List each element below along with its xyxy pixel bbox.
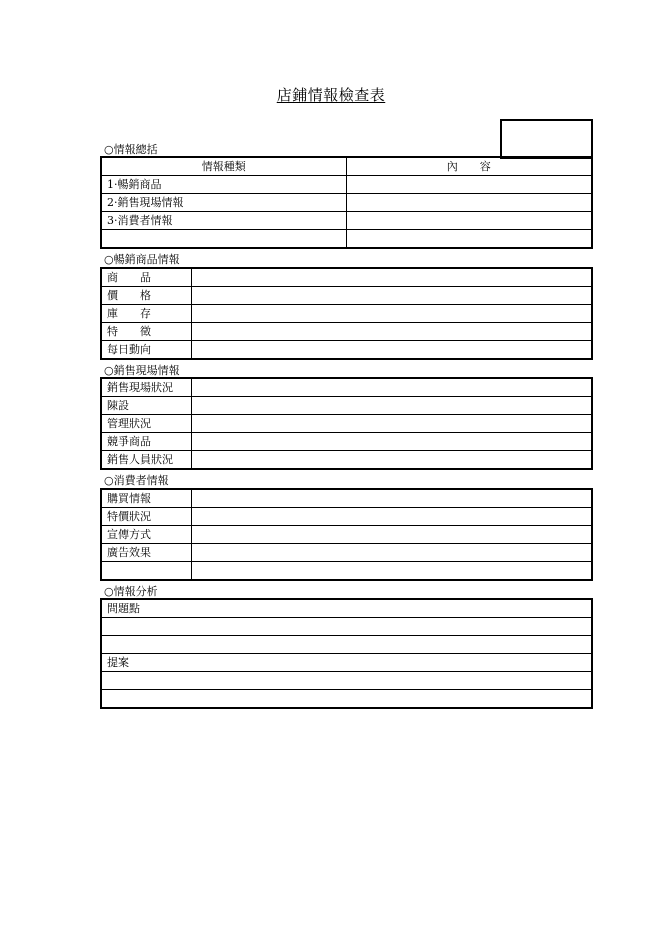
row-label: 2·銷售現場情報 (101, 194, 346, 212)
section-heading-consumer: ○消費者情報 (104, 474, 169, 487)
table-row (101, 489, 592, 508)
row-label: 競爭商品 (101, 433, 191, 451)
row-label: 3·消費者情報 (101, 212, 346, 230)
table-row (101, 636, 592, 654)
summary-table (100, 156, 593, 249)
analysis-field[interactable] (101, 636, 592, 654)
analysis-field[interactable] (101, 690, 592, 709)
content-field[interactable] (191, 508, 592, 526)
row-label: 價 格 (101, 287, 191, 305)
table-row (101, 397, 592, 415)
table-row (101, 544, 592, 562)
table-row (101, 508, 592, 526)
row-label: 每日動向 (101, 341, 191, 360)
table-row (101, 287, 592, 305)
content-field[interactable] (346, 176, 592, 194)
content-field[interactable] (191, 489, 592, 508)
table-row (101, 451, 592, 470)
content-field[interactable] (191, 378, 592, 397)
table-row (101, 378, 592, 397)
row-label: 銷售現場狀況 (101, 378, 191, 397)
table-row (101, 654, 592, 672)
table-row (101, 176, 592, 194)
proposal-label: 提案 (101, 654, 592, 672)
table-row (101, 433, 592, 451)
table-row (101, 672, 592, 690)
table-row (101, 599, 592, 618)
table-row (101, 212, 592, 230)
content-field[interactable] (191, 415, 592, 433)
page-title: 店鋪情報檢查表 (276, 86, 386, 104)
row-label[interactable] (101, 230, 346, 249)
section-heading-bestseller: ○暢銷商品情報 (104, 253, 180, 266)
table-row (101, 341, 592, 360)
content-field[interactable] (191, 323, 592, 341)
table-row (101, 562, 592, 581)
analysis-field[interactable] (101, 618, 592, 636)
row-label: 1·暢銷商品 (101, 176, 346, 194)
table-row (101, 268, 592, 287)
section-heading-analysis: ○情報分析 (104, 585, 158, 598)
table-row (101, 323, 592, 341)
summary-header-row (101, 157, 592, 176)
row-label: 商 品 (101, 268, 191, 287)
row-label: 管理狀況 (101, 415, 191, 433)
column-header-content: 內 容 (346, 157, 592, 176)
content-field[interactable] (346, 194, 592, 212)
analysis-field[interactable] (101, 672, 592, 690)
table-row (101, 194, 592, 212)
salesfloor-table (100, 377, 593, 470)
row-label: 宣傳方式 (101, 526, 191, 544)
content-field[interactable] (191, 526, 592, 544)
row-label: 銷售人員狀況 (101, 451, 191, 470)
table-row (101, 230, 592, 249)
content-field[interactable] (191, 433, 592, 451)
consumer-table (100, 488, 593, 581)
content-field[interactable] (191, 397, 592, 415)
content-field[interactable] (191, 287, 592, 305)
row-label: 庫 存 (101, 305, 191, 323)
section-heading-salesfloor: ○銷售現場情報 (104, 364, 180, 377)
content-field[interactable] (191, 562, 592, 581)
content-field[interactable] (191, 268, 592, 287)
table-row (101, 305, 592, 323)
content-field[interactable] (346, 212, 592, 230)
bestseller-table (100, 267, 593, 360)
content-field[interactable] (191, 451, 592, 470)
content-field[interactable] (346, 230, 592, 249)
approval-stamp-box (500, 119, 593, 159)
problem-points-label: 問題點 (101, 599, 592, 618)
table-row (101, 690, 592, 709)
column-header-info-type: 情報種類 (101, 157, 346, 176)
table-row (101, 415, 592, 433)
row-label: 購買情報 (101, 489, 191, 508)
row-label: 廣告效果 (101, 544, 191, 562)
content-field[interactable] (191, 544, 592, 562)
row-label: 特價狀況 (101, 508, 191, 526)
table-row (101, 618, 592, 636)
row-label: 特 徵 (101, 323, 191, 341)
analysis-table (100, 598, 593, 709)
section-heading-summary: ○情報總括 (104, 143, 158, 156)
table-row (101, 526, 592, 544)
content-field[interactable] (191, 305, 592, 323)
content-field[interactable] (191, 341, 592, 360)
row-label[interactable] (101, 562, 191, 581)
row-label: 陳設 (101, 397, 191, 415)
